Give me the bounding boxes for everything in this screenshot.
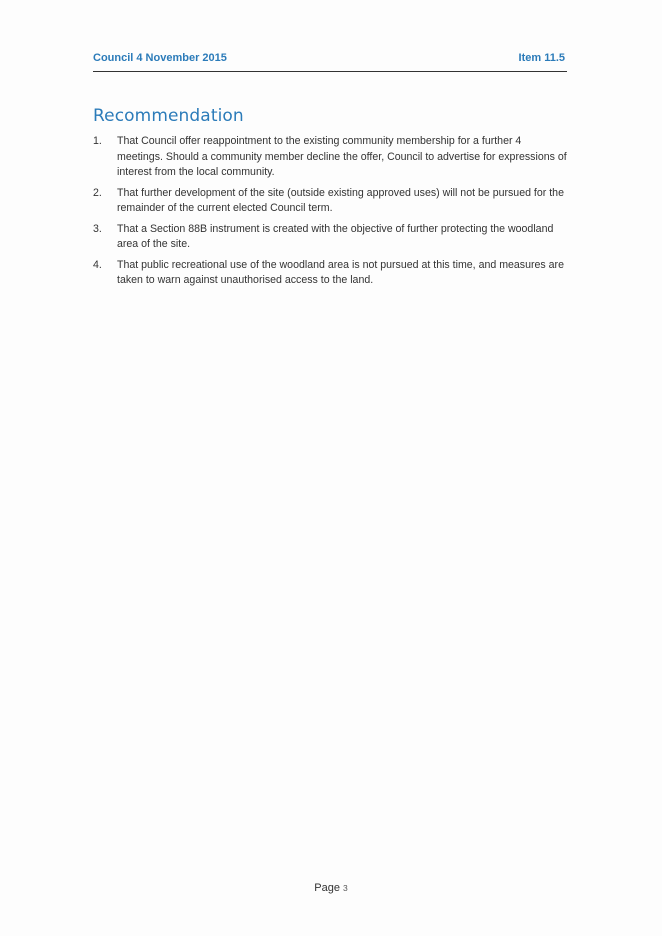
page-label: Page <box>314 882 340 894</box>
header-item-number: Item 11.5 <box>518 52 565 64</box>
section-title: Recommendation <box>93 106 244 126</box>
page-number: 3 <box>343 883 348 893</box>
list-item-text: That Council offer reappointment to the existing community membership for a further 4 meetings. Should a community member decline the offer, Council to advertise for expressions of interest from the local community. <box>117 135 567 178</box>
list-item <box>93 258 567 289</box>
header-meeting-date: Council 4 November 2015 <box>93 52 227 64</box>
list-item-number: 3. <box>93 222 102 235</box>
list-item <box>93 186 567 217</box>
list-item <box>93 222 567 253</box>
recommendation-list <box>93 134 567 294</box>
list-item-text: That further development of the site (outside existing approved uses) will not be pursued for the remainder of the current elected Council term. <box>117 186 564 214</box>
list-item-number: 4. <box>93 258 102 271</box>
list-item-text: That a Section 88B instrument is created with the objective of further protecting the woodland area of the site. <box>117 222 554 250</box>
page-header <box>93 51 567 72</box>
list-item-text: That public recreational use of the woodland area is not pursued at this time, and measures are taken to warn against unauthorised access to the land. <box>117 258 564 286</box>
list-item-number: 2. <box>93 186 102 199</box>
list-item-number: 1. <box>93 135 102 147</box>
list-item <box>93 134 567 181</box>
page-footer <box>0 882 662 894</box>
